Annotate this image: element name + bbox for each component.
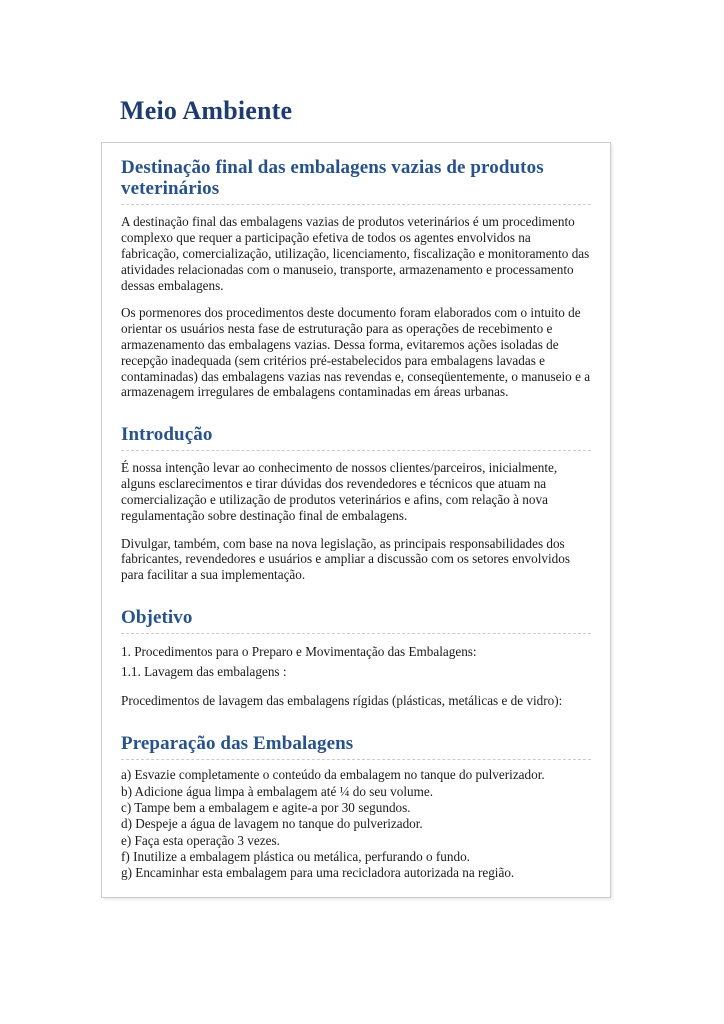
article-title: Destinação final das embalagens vazias de produtos veterinários [121, 157, 591, 206]
introducao-paragraph-1: É nossa intenção levar ao conhecimento de nossos clientes/parceiros, inicialmente, alguns esclarecimentos e tirar dúvidas dos revendedores e técnicos que atuam na comercialização e utilização de produtos veterinários e afins, com relação à nova regulamentação sobre destinação final de embalagens. [121, 460, 558, 523]
step-f: f) Inutilize a embalagem plástica ou metálica, perfurando o fundo. [121, 848, 470, 864]
step-e: e) Faça esta operação 3 vezes. [121, 832, 280, 848]
step-b: b) Adicione água limpa à embalagem até ¼ do seu volume. [121, 783, 434, 799]
step-g: g) Encaminhar esta embalagem para uma recicladora autorizada na região. [121, 865, 515, 881]
section-heading-introducao: Introdução [121, 424, 591, 451]
intro-paragraph-1: A destinação final das embalagens vazias de produtos veterinários é um procedimento complexo que requer a participação efetiva de todos os agentes envolvidos na fabricação, comercialização, utilização, licenciamento, fiscalização e monitoramento das atividades relacionadas com o manuseio, transporte, armazenamento e processamento dessas embalagens. [121, 214, 590, 293]
objetivo-line-1: 1. Procedimentos para o Preparo e Movimentação das Embalagens: [121, 644, 477, 660]
document-content [101, 96, 612, 898]
page-title: Meio Ambiente [120, 96, 293, 125]
section-heading-objetivo: Objetivo [121, 607, 591, 634]
step-d: d) Despeje a água de lavagem no tanque do pulverizador. [121, 816, 423, 832]
objetivo-line-2: 1.1. Lavagem das embalagens : [121, 663, 287, 679]
objetivo-numbered-block [121, 642, 591, 681]
objetivo-paragraph-1: Procedimentos de lavagem das embalagens rígidas (plásticas, metálicas e de vidro): [121, 693, 563, 709]
article-box [101, 142, 611, 899]
step-a: a) Esvazie completamente o conteúdo da embalagem no tanque do pulverizador. [121, 767, 545, 783]
step-c: c) Tampe bem a embalagem e agite-a por 30 segundos. [121, 799, 411, 815]
preparation-steps-list [121, 767, 591, 881]
introducao-paragraph-2: Divulgar, também, com base na nova legislação, as principais responsabilidades dos fabricantes, revendedores e usuários e ampliar a discussão com os setores envolvidos para facilitar a sua implementação. [121, 535, 570, 583]
intro-paragraph-2: Os pormenores dos procedimentos deste documento foram elaborados com o intuito de orientar os usuários nesta fase de estruturação para as operações de recebimento e armazenamento das embalagens vazias. Dessa forma, evitaremos ações isoladas de recepção inadequada (sem critérios pré-estabelecidos para embalagens lavadas e contaminadas) das embalagens vazias nas revendas e, conseqüentemente, o manuseio e a armazenagem irregulares de embalagens contaminadas em áreas urbanas. [121, 305, 591, 400]
section-heading-preparacao: Preparação das Embalagens [121, 733, 591, 760]
